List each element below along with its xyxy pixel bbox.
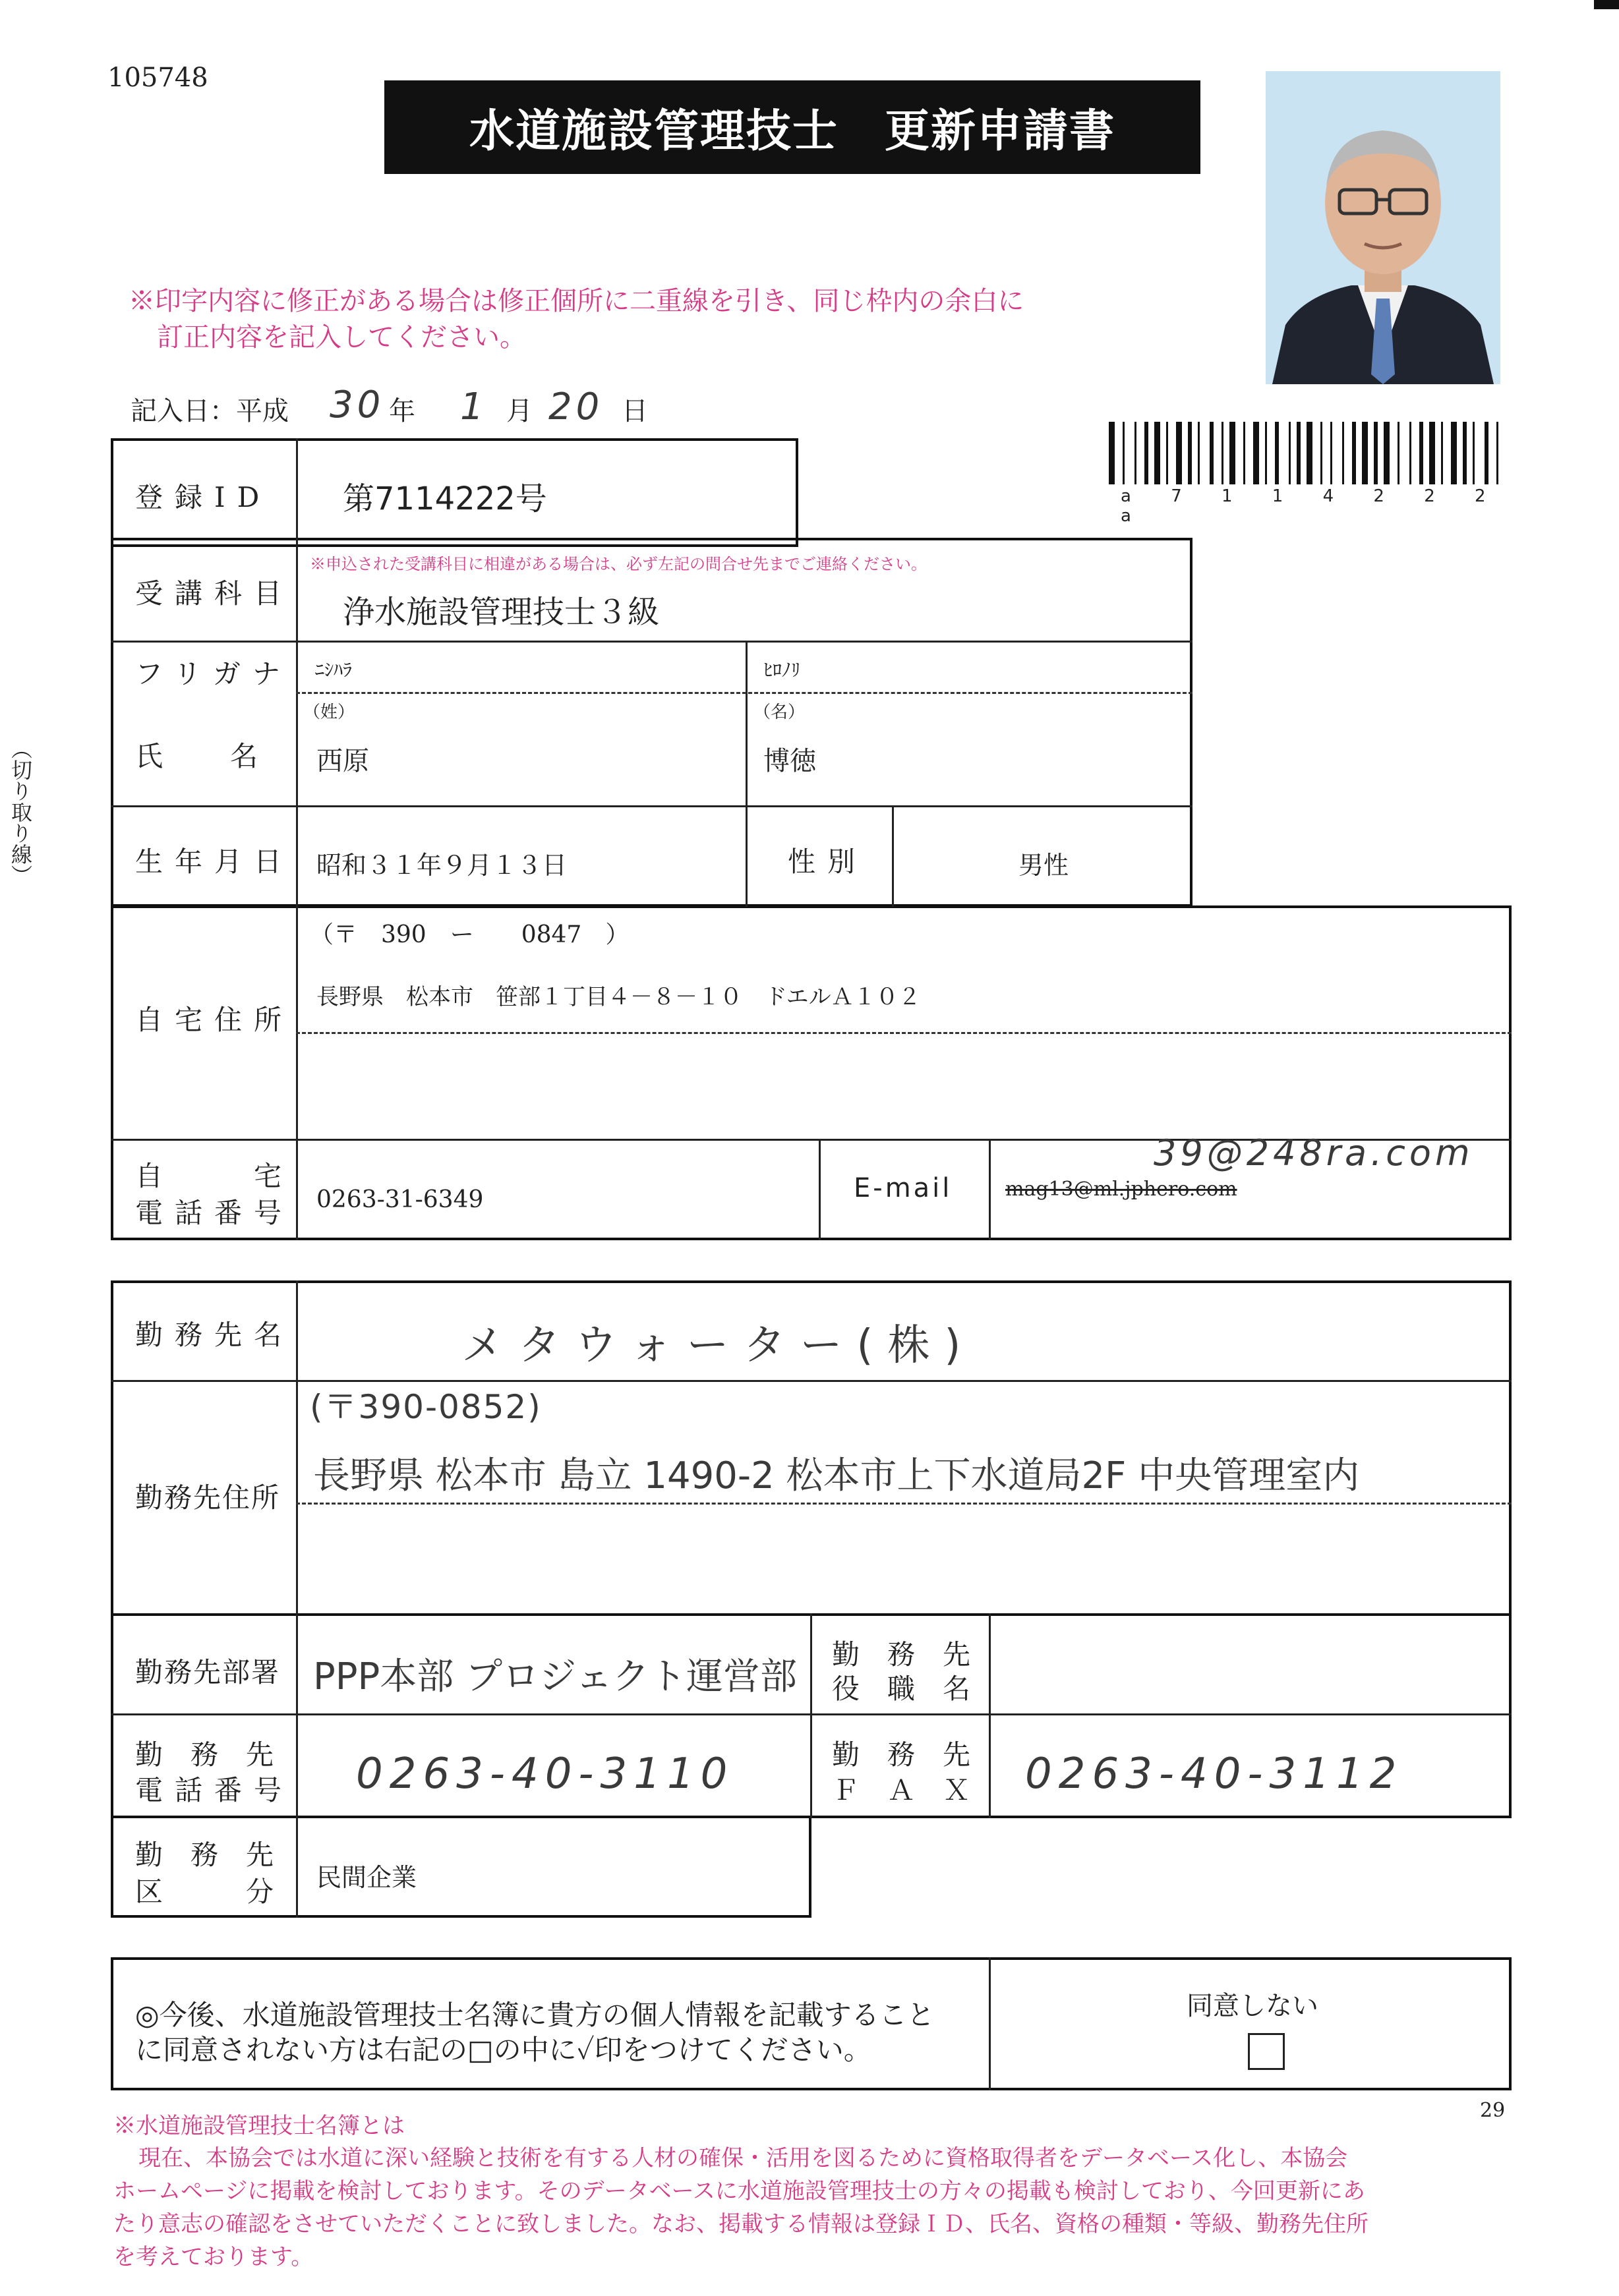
barcode-bar [1265,422,1267,484]
barcode-bar [1496,422,1498,484]
home-phone-label-line2: 電話番号 [135,1197,294,1229]
page-number: 29 [1480,2099,1506,2122]
scan-edge-mark [1594,0,1619,9]
form-title: 水道施設管理技士 更新申請書 [384,80,1200,174]
course-label: 受講科目 [135,577,294,610]
barcode-bar [1243,422,1245,484]
entry-date-month-unit: 月 [506,396,533,426]
barcode-bar [1144,422,1148,484]
barcode-bar [1398,422,1399,484]
email-printed-struck: mag13@ml.jphero.com [1005,1178,1237,1201]
footnote-title: ※水道施設管理技士名簿とは [113,2113,405,2139]
barcode-bar [1123,422,1125,484]
name-label: 氏 名 [135,740,278,772]
position-label-line2: 役 職 名 [832,1673,971,1705]
barcode-bar [1275,422,1279,484]
home-phone-label-line1: 自 宅 [135,1160,294,1192]
barcode-bar [1384,422,1390,484]
work-category-label-line2: 区 分 [135,1876,274,1908]
birth-date-value: 昭和３１年９月１３日 [316,851,568,880]
decline-consent-checkbox[interactable] [1248,2033,1285,2070]
department-value: PPP本部 プロジェクト運営部 [313,1655,797,1698]
barcode-bar [1134,422,1136,484]
barcode-bar [1166,422,1168,484]
surname-tag: （姓） [303,703,355,722]
department-label: 勤務先部署 [135,1656,281,1688]
employer-value: メタウォーター(株) [461,1321,976,1370]
barcode-bar [1429,422,1435,484]
barcode-bar [1463,422,1467,484]
barcode-bar [1374,422,1378,484]
home-phone-value: 0263-31-6349 [316,1186,484,1213]
home-postal: （〒 390 ー 0847 ） [310,921,630,948]
applicant-photo [1266,71,1500,384]
entry-date-label: 記入日：平成 [131,396,289,426]
birth-date-label: 生年月日 [135,846,294,878]
furigana-surname: ﾆｼﾊﾗ [315,659,353,681]
furigana-label: フリガナ [135,658,292,690]
barcode-bar [1253,422,1259,484]
footnote-line4: を考えております。 [113,2244,314,2270]
barcode-text: a 7 1 1 4 2 2 2 a [1121,486,1503,526]
work-category-value: 民間企業 [316,1863,417,1892]
barcode-bar [1330,422,1332,484]
work-category-label-line1: 勤 務 先 [135,1839,274,1871]
work-fax-label-line2: Ｆ Ａ Ｘ [832,1774,971,1806]
barcode-bar [1297,422,1301,484]
employer-address-label: 勤務先住所 [135,1481,281,1514]
work-phone-label-line2: 電話番号 [135,1774,294,1806]
entry-date-day: 20 [548,386,604,428]
correction-note-line2: 訂正内容を記入してください。 [157,322,526,353]
barcode-bar [1198,422,1200,484]
barcode-bar [1222,422,1223,484]
footnote-line1: 現在、本協会では水道に深い経験と技術を有する人材の確保・活用を図るために資格取得者をデータベース化し、本協会 [138,2145,1348,2171]
barcode-bar [1409,422,1411,484]
work-phone-value: 0263-40-3110 [356,1750,734,1798]
barcode-bar [1451,422,1457,484]
document-number: 105748 [107,63,208,93]
correction-note-line1: ※印字内容に修正がある場合は修正個所に二重線を引き、同じ枠内の余白に [129,286,1024,316]
registration-id-value: 第7114222号 [343,480,547,517]
footnote-line3: たり意志の確認をさせていただくことに致しました。なお、掲載する情報は登録ＩＤ、氏名、資格の種類・等級、勤務先住所 [113,2211,1369,2237]
consent-text-line2: に同意されない方は右記の□の中に✓印をつけてください。 [135,2034,871,2066]
course-note: ※申込された受講科目に相違がある場合は、必ず左記の問合せ先までご連絡ください。 [310,555,927,573]
entry-date-year-unit: 年 [389,396,415,426]
home-address-value: 長野県 松本市 笹部１丁目４－８－１０ ドエルＡ１０２ [316,984,921,1010]
entry-date-day-unit: 日 [622,396,648,426]
gender-label: 性別 [788,846,868,878]
employer-address-value: 長野県 松本市 島立 1490-2 松本市上下水道局2F 中央管理室内 [313,1454,1360,1497]
email-label: E-mail [854,1173,953,1203]
entry-date-year: 30 [330,384,385,426]
barcode-bar [1441,422,1443,484]
barcode-bar [1109,422,1115,484]
course-value: 浄水施設管理技士３級 [343,594,660,631]
email-handwritten: 39@248ra.com [1154,1132,1474,1174]
barcode [1107,422,1503,526]
decline-consent-label: 同意しない [1187,1991,1318,2021]
barcode-bar [1362,422,1368,484]
cut-line-label: （切り取り線） [8,738,33,886]
barcode-bar [1176,422,1182,484]
barcode-bar [1485,422,1488,484]
entry-date-month: 1 [460,386,488,428]
barcode-bar [1229,422,1235,484]
barcode-bar [1154,422,1160,484]
surname-value: 西原 [316,746,369,776]
given-name-value: 博徳 [763,746,816,776]
given-tag: （名） [753,703,806,722]
work-fax-label-line1: 勤 務 先 [832,1738,971,1771]
barcode-bars [1107,422,1503,484]
barcode-bar [1342,422,1344,484]
barcode-bar [1188,422,1192,484]
home-address-label: 自宅住所 [135,1004,294,1036]
barcode-bar [1320,422,1322,484]
barcode-bar [1473,422,1475,484]
barcode-bar [1352,422,1356,484]
barcode-bar [1210,422,1214,484]
employer-postal: (〒390-0852) [310,1388,542,1426]
furigana-given: ﾋﾛﾉﾘ [763,659,801,681]
position-label-line1: 勤 務 先 [832,1638,971,1671]
barcode-bar [1307,422,1312,484]
barcode-bar [1289,422,1291,484]
work-phone-label-line1: 勤 務 先 [135,1738,274,1771]
work-fax-value: 0263-40-3112 [1025,1750,1403,1798]
footnote-line2: ホームページに掲載を検討しております。そのデータベースに水道施設管理技士の方々の掲載も検討しており、今回更新にあ [113,2178,1365,2204]
employer-label: 勤務先名 [135,1319,294,1351]
gender-value: 男性 [1018,851,1069,880]
consent-text-line1: ◎今後、水道施設管理技士名簿に貴方の個人情報を記載すること [135,1999,935,2031]
portrait-image [1266,71,1500,384]
registration-id-label: 登録ID [135,481,272,513]
barcode-bar [1419,422,1423,484]
